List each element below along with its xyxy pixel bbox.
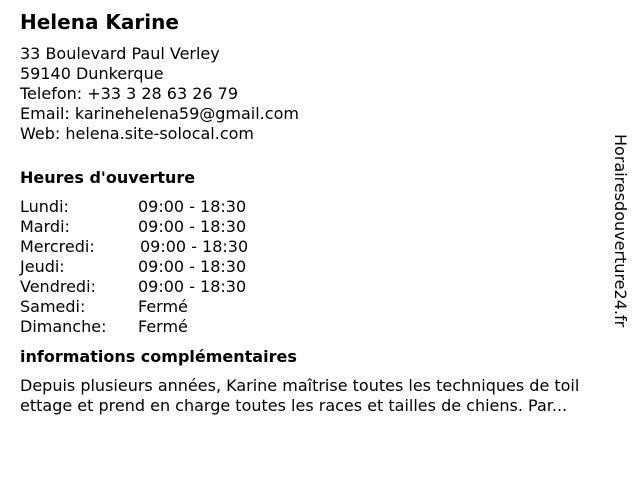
hours-day: Jeudi: (20, 257, 65, 276)
email-line[interactable]: Email: karinehelena59@gmail.com (20, 104, 299, 123)
hours-time: 09:00 - 18:30 (138, 277, 247, 296)
hours-time: Fermé (138, 297, 188, 316)
hours-row-monday (20, 197, 620, 217)
hours-row-tuesday (20, 217, 620, 237)
hours-day: Mardi: (20, 217, 70, 236)
hours-row-saturday (20, 297, 620, 317)
hours-time: 09:00 - 18:30 (138, 217, 247, 236)
additional-info-text (20, 376, 620, 416)
business-name: Helena Karine (20, 10, 179, 34)
additional-info-line-1: Depuis plusieurs années, Karine maîtrise toutes les techniques de toil (20, 376, 580, 395)
hours-day: Mercredi: (20, 237, 95, 256)
hours-time: 09:00 - 18:30 (140, 237, 249, 256)
hours-row-thursday (20, 257, 620, 277)
hours-row-sunday (20, 317, 620, 337)
additional-info-line-2: ettage et prend en charge toutes les races et tailles de chiens. Par... (20, 396, 568, 415)
opening-hours-table (20, 197, 620, 337)
hours-time: 09:00 - 18:30 (138, 197, 247, 216)
additional-info-title: informations complémentaires (20, 347, 297, 366)
hours-time: Fermé (138, 317, 188, 336)
hours-row-friday (20, 277, 620, 297)
hours-time: 09:00 - 18:30 (138, 257, 247, 276)
business-card (20, 10, 620, 416)
phone-line[interactable]: Telefon: +33 3 28 63 26 79 (20, 84, 239, 103)
web-line[interactable]: Web: helena.site-solocal.com (20, 124, 254, 143)
hours-day: Samedi: (20, 297, 86, 316)
hours-day: Vendredi: (20, 277, 96, 296)
hours-day: Lundi: (20, 197, 69, 216)
address-line-1: 33 Boulevard Paul Verley (20, 44, 220, 63)
hours-day: Dimanche: (20, 317, 107, 336)
site-watermark-text: Horairesdouverture24.fr (611, 134, 630, 328)
hours-row-wednesday (20, 237, 620, 257)
address-line-2: 59140 Dunkerque (20, 64, 164, 83)
opening-hours-title: Heures d'ouverture (20, 168, 196, 187)
